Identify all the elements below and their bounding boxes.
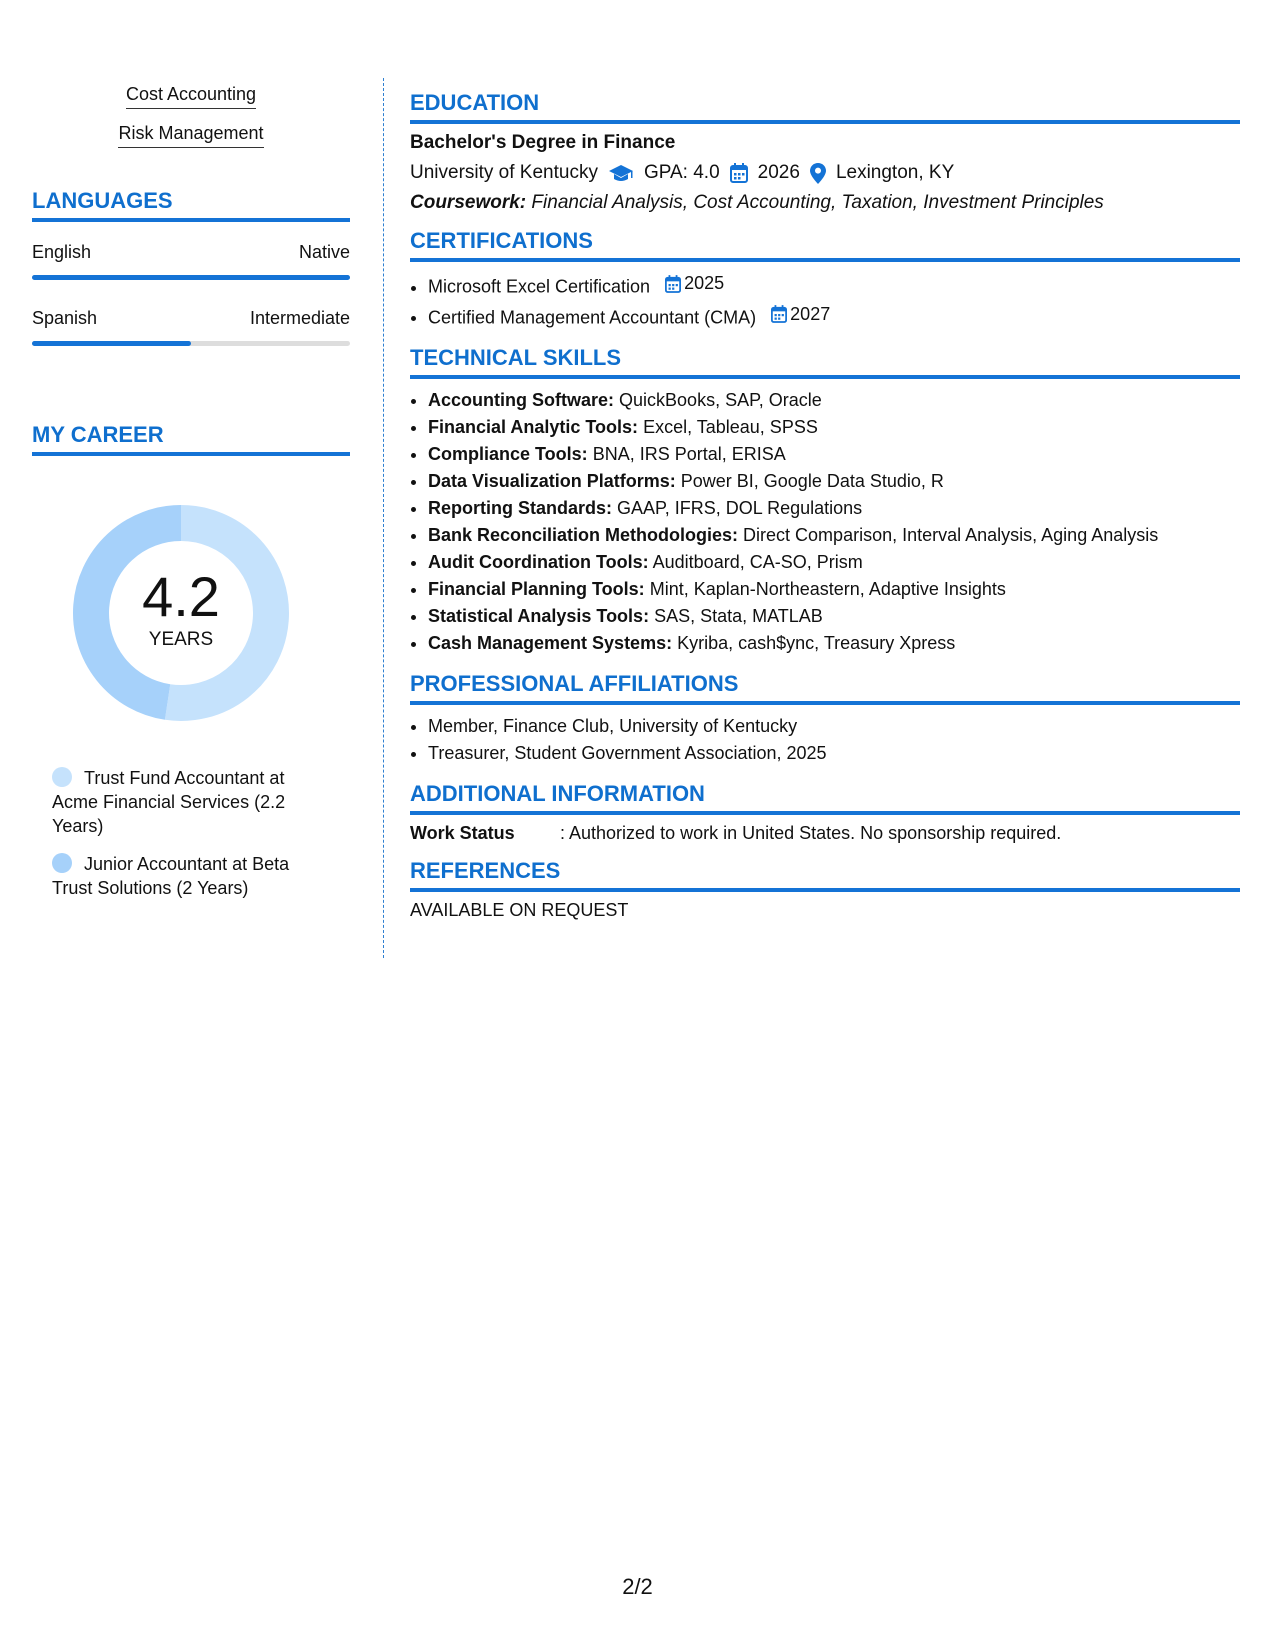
skill-item: [428, 441, 1240, 468]
skill-tag: [32, 123, 350, 148]
calendar-icon: [665, 275, 681, 293]
skill-category: Data Visualization Platforms:: [428, 471, 676, 491]
skill-category: Bank Reconciliation Methodologies:: [428, 525, 739, 545]
education-section: [410, 90, 1240, 214]
work-status-label: Work Status: [410, 823, 515, 843]
skill-label: Cost Accounting: [126, 84, 256, 109]
skill-values: QuickBooks, SAP, Oracle: [619, 390, 822, 410]
skill-item: [428, 414, 1240, 441]
skill-category: Compliance Tools:: [428, 444, 588, 464]
coursework-label: Coursework:: [410, 192, 527, 213]
skill-values: Kyriba, cash$ync, Treasury Xpress: [677, 633, 956, 653]
career-donut-chart: [66, 498, 296, 728]
skill-category: Accounting Software:: [428, 390, 615, 410]
school-name: University of Kentucky: [410, 162, 598, 183]
skill-values: Power BI, Google Data Studio, R: [680, 471, 944, 491]
additional-info-section: [410, 781, 1240, 844]
skill-category: Financial Analytic Tools:: [428, 417, 639, 437]
main-content: [410, 90, 1240, 935]
certification-item: [428, 270, 1240, 301]
skill-category: Reporting Standards:: [428, 498, 613, 518]
language-name: Spanish: [32, 308, 98, 328]
skill-values: Direct Comparison, Interval Analysis, Aging Analysis: [743, 525, 1159, 545]
page-number: 2/2: [622, 1574, 653, 1599]
education-meta: [410, 162, 1240, 184]
graduation-year: 2026: [757, 162, 800, 183]
skill-values: Mint, Kaplan-Northeastern, Adaptive Insights: [649, 579, 1006, 599]
skill-item: [428, 630, 1240, 657]
technical-skills-section: [410, 345, 1240, 657]
languages-heading: LANGUAGES: [32, 188, 350, 222]
certifications-section: [410, 228, 1240, 331]
location-pin-icon: [810, 163, 826, 184]
references-section: [410, 858, 1240, 921]
certification-year: 2027: [790, 303, 831, 324]
career-legend-text: Trust Fund Accountant at Acme Financial Services (2.2 Years): [52, 768, 286, 836]
technical-skills-heading: TECHNICAL SKILLS: [410, 345, 1240, 379]
career-legend-item: [52, 766, 312, 838]
references-heading: REFERENCES: [410, 858, 1240, 892]
skill-category: Audit Coordination Tools:: [428, 552, 649, 572]
degree-title: Bachelor's Degree in Finance: [410, 132, 676, 153]
skill-values: GAAP, IFRS, DOL Regulations: [617, 498, 863, 518]
sidebar: [32, 76, 350, 914]
additional-info-heading: ADDITIONAL INFORMATION: [410, 781, 1240, 815]
skill-item: [428, 522, 1240, 549]
skill-category: Financial Planning Tools:: [428, 579, 645, 599]
legend-dot-icon: [52, 767, 72, 787]
language-item: [32, 242, 350, 280]
calendar-icon: [771, 305, 787, 323]
skill-values: SAS, Stata, MATLAB: [654, 606, 823, 626]
calendar-icon: [730, 163, 748, 183]
skill-item: [428, 495, 1240, 522]
work-status-value: : Authorized to work in United States. No sponsorship required.: [560, 823, 1062, 843]
skill-category: Cash Management Systems:: [428, 633, 673, 653]
gpa: GPA: 4.0: [643, 162, 720, 183]
skill-item: [428, 576, 1240, 603]
career-legend-item: [52, 852, 312, 900]
skill-item: [428, 387, 1240, 414]
language-progress-fill: [32, 275, 350, 280]
technical-skills-list: [410, 387, 1240, 657]
affiliations-section: [410, 671, 1240, 767]
career-donut-center: [66, 498, 296, 728]
skill-values: Auditboard, CA-SO, Prism: [652, 552, 863, 572]
certification-item: [428, 301, 1240, 332]
language-level: Intermediate: [249, 308, 350, 328]
certifications-heading: CERTIFICATIONS: [410, 228, 1240, 262]
skill-item: [428, 549, 1240, 576]
legend-dot-icon: [52, 853, 72, 873]
language-item: [32, 308, 350, 346]
coursework: [410, 192, 1240, 214]
career-legend: [52, 766, 312, 900]
skill-tag: [32, 84, 350, 109]
skill-category: Statistical Analysis Tools:: [428, 606, 650, 626]
certification-name: Certified Management Accountant (CMA): [428, 307, 757, 327]
affiliations-heading: PROFESSIONAL AFFILIATIONS: [410, 671, 1240, 705]
affiliation-item: • Member, Finance Club, University of Kentucky: [428, 713, 1240, 740]
language-progress-fill: [32, 341, 191, 346]
career-legend-text: Junior Accountant at Beta Trust Solutions (2 Years): [52, 854, 290, 898]
language-progress-bar: [32, 275, 350, 280]
language-progress-bar: [32, 341, 350, 346]
skill-item: [428, 468, 1240, 495]
affiliation-item: • Treasurer, Student Government Association, 2025: [428, 740, 1240, 767]
school-location: Lexington, KY: [835, 162, 955, 183]
language-level: Native: [298, 242, 350, 262]
education-heading: EDUCATION: [410, 90, 1240, 124]
language-name: English: [32, 242, 92, 262]
career-total-years: 4.2: [142, 565, 220, 628]
coursework-list: Financial Analysis, Cost Accounting, Taxation, Investment Principles: [531, 192, 1104, 213]
certifications-list: [410, 270, 1240, 331]
work-status-row: [410, 823, 1240, 844]
career-heading: MY CAREER: [32, 422, 350, 456]
skill-label: Risk Management: [118, 123, 263, 148]
certification-name: Microsoft Excel Certification: [428, 276, 651, 297]
career-total-unit: YEARS: [148, 629, 214, 650]
graduation-cap-icon: [608, 163, 634, 183]
skill-values: Excel, Tableau, SPSS: [643, 417, 818, 437]
skill-item: [428, 603, 1240, 630]
column-divider: [383, 78, 384, 958]
skill-values: BNA, IRS Portal, ERISA: [592, 444, 786, 464]
affiliations-list: [410, 713, 1240, 767]
references-text: AVAILABLE ON REQUEST: [410, 900, 629, 920]
certification-year: 2025: [684, 273, 725, 293]
